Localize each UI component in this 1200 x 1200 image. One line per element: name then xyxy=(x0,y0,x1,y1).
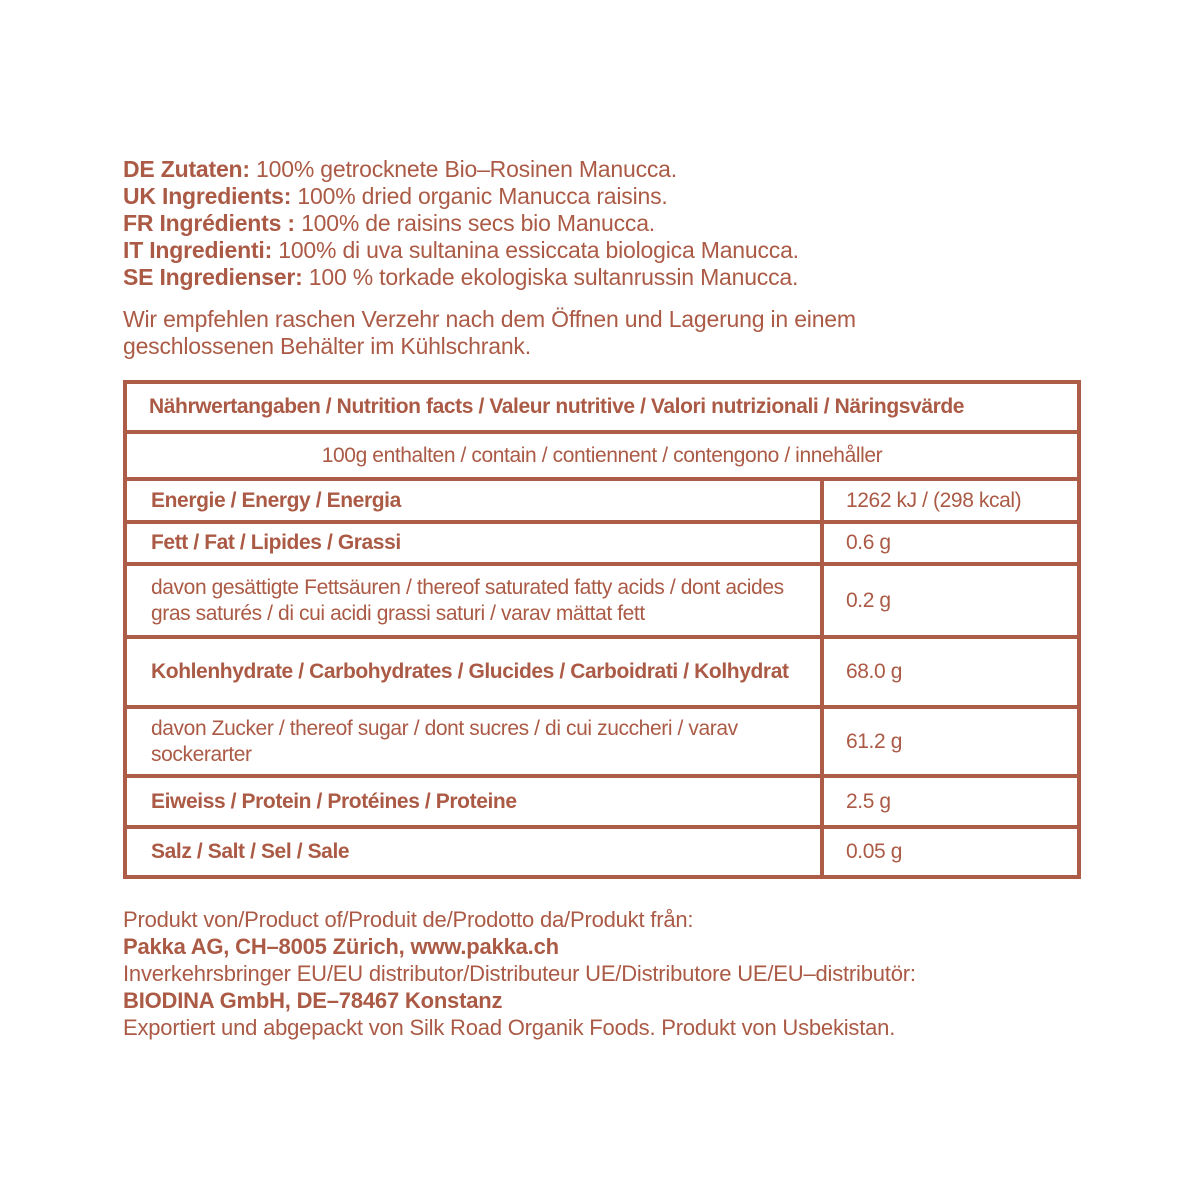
ingredient-line-se xyxy=(123,264,1077,291)
storage-note-line2: geschlossenen Behälter im Kühlschrank. xyxy=(123,333,531,359)
storage-note-line1: Wir empfehlen raschen Verzehr nach dem Öffnen und Lagerung in einem xyxy=(123,306,856,332)
ingredient-line-fr xyxy=(123,210,1077,237)
ingredient-text: 100 % torkade ekologiska sultanrussin Manucca. xyxy=(302,264,799,290)
nutrient-label: davon gesättigte Fettsäuren / thereof saturated fatty acids / dont acides gras saturés / di cui acidi grassi saturi / varav mättat fett xyxy=(125,564,822,637)
nutrition-row-protein xyxy=(125,776,1079,827)
distributor-name-line: BIODINA GmbH, DE–78467 Konstanz xyxy=(123,988,503,1013)
ingredient-line-de xyxy=(123,156,1077,183)
producer-block xyxy=(123,906,1077,1041)
ingredient-label: IT Ingredienti: xyxy=(123,237,273,263)
nutrition-title-row xyxy=(125,382,1079,432)
nutrient-value: 2.5 g xyxy=(822,776,1079,827)
storage-note xyxy=(123,306,1077,360)
nutrient-label: davon Zucker / thereof sugar / dont sucres / di cui zuccheri / varav sockerarter xyxy=(125,707,822,776)
nutrition-table xyxy=(123,380,1081,879)
producer-intro-line: Produkt von/Product of/Produit de/Prodotto da/Produkt från: xyxy=(123,907,694,932)
producer-name-line: Pakka AG, CH–8005 Zürich, www.pakka.ch xyxy=(123,934,559,959)
nutrient-value: 0.05 g xyxy=(822,827,1079,877)
nutrition-row-salt xyxy=(125,827,1079,877)
distributor-intro-line: Inverkehrsbringer EU/EU distributor/Distributeur UE/Distributore UE/EU–distributör: xyxy=(123,961,916,986)
nutrient-label: Kohlenhydrate / Carbohydrates / Glucides / Carboidrati / Kolhydrat xyxy=(125,637,822,707)
ingredient-text: 100% de raisins secs bio Manucca. xyxy=(294,210,655,236)
ingredient-label: FR Ingrédients : xyxy=(123,210,295,236)
ingredient-text: 100% dried organic Manucca raisins. xyxy=(291,183,668,209)
nutrition-row-fat xyxy=(125,522,1079,564)
ingredients-block xyxy=(123,156,1077,291)
nutrition-subtitle: 100g enthalten / contain / contiennent / contengono / innehåller xyxy=(125,432,1079,479)
nutrient-label: Energie / Energy / Energia xyxy=(125,479,822,522)
ingredient-text: 100% getrocknete Bio–Rosinen Manucca. xyxy=(249,156,677,182)
nutrition-row-carbohydrates xyxy=(125,637,1079,707)
nutrient-label: Eiweiss / Protein / Protéines / Proteine xyxy=(125,776,822,827)
nutrient-value: 0.2 g xyxy=(822,564,1079,637)
ingredient-label: DE Zutaten: xyxy=(123,156,250,182)
nutrient-value: 0.6 g xyxy=(822,522,1079,564)
ingredient-line-it xyxy=(123,237,1077,264)
ingredient-line-uk xyxy=(123,183,1077,210)
nutrition-row-saturated-fat xyxy=(125,564,1079,637)
nutrient-value: 68.0 g xyxy=(822,637,1079,707)
nutrient-label: Salz / Salt / Sel / Sale xyxy=(125,827,822,877)
nutrient-value: 1262 kJ / (298 kcal) xyxy=(822,479,1079,522)
nutrition-subtitle-row xyxy=(125,432,1079,479)
ingredient-label: UK Ingredients: xyxy=(123,183,292,209)
nutrition-title: Nährwertangaben / Nutrition facts / Valeur nutritive / Valori nutrizionali / Näringsvärde xyxy=(125,382,1079,432)
nutrient-label: Fett / Fat / Lipides / Grassi xyxy=(125,522,822,564)
label-content xyxy=(123,156,1077,1041)
nutrition-row-sugar xyxy=(125,707,1079,776)
nutrition-row-energy xyxy=(125,479,1079,522)
export-origin-line: Exportiert und abgepackt von Silk Road Organik Foods. Produkt von Usbekistan. xyxy=(123,1015,896,1040)
ingredient-label: SE Ingredienser: xyxy=(123,264,303,290)
nutrient-value: 61.2 g xyxy=(822,707,1079,776)
ingredient-text: 100% di uva sultanina essiccata biologica Manucca. xyxy=(272,237,799,263)
